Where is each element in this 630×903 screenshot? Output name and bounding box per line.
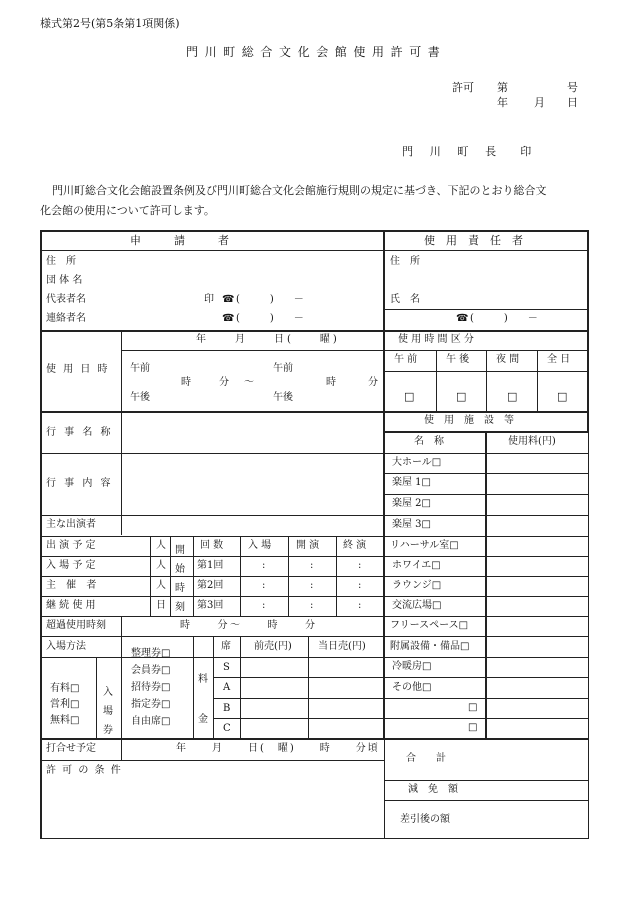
date-year: 年 [497, 96, 508, 109]
advance-price-col: 前売(円) [254, 641, 292, 652]
checkbox-night[interactable]: □ [507, 390, 518, 403]
facility-item[interactable]: フリースペース□ [390, 620, 469, 631]
start-am: 午前 [130, 363, 150, 374]
facility-item[interactable]: ホワイエ□ [392, 560, 441, 571]
permit-go: 号 [567, 81, 578, 94]
ticket-type[interactable]: 自由席□ [131, 716, 171, 727]
performer-label: 主な出演者 [46, 519, 96, 530]
usage-datetime-label: 使 用 日 時 [46, 364, 110, 375]
facilities-header: 使 用 施 設 等 [424, 415, 514, 426]
schedule-row-label: 主 催 者 [46, 580, 100, 591]
facility-item[interactable]: ラウンジ□ [392, 580, 442, 591]
checkbox-allday[interactable]: □ [557, 390, 568, 403]
facility-item[interactable]: 楽屋 3□ [392, 519, 431, 530]
end-am: 午前 [273, 363, 293, 374]
responsible-header: 使 用 責 任 者 [424, 234, 523, 247]
category-allday: 全 日 [547, 354, 571, 365]
unit-label: 日 [156, 600, 166, 611]
start-minute: 分 [219, 377, 229, 388]
facility-item[interactable]: リハーサル室□ [390, 540, 459, 551]
category-pm: 午 後 [446, 354, 470, 365]
event-content-label: 行 事 内 容 [46, 478, 114, 489]
time-colon: : [262, 580, 266, 591]
total-label: 合 計 [406, 753, 446, 764]
applicant-contact-label: 連絡者名 [46, 313, 86, 324]
unit-label: 人 [156, 580, 166, 591]
date-day: 日 [567, 96, 578, 109]
meeting-value: 年 月 日( 曜) 時 分頃 [176, 743, 380, 754]
session-label: 第1回 [197, 560, 224, 571]
facility-name-col: 名 称 [414, 436, 444, 447]
body-text-line1: 門川町総合文化会館設置条例及び門川町総合文化会館施行規則の規定に基づき、下記のとおり総合文 [52, 184, 547, 197]
form-number: 様式第2号(第5条第1項関係) [40, 17, 180, 30]
time-colon: : [310, 580, 314, 591]
facility-item[interactable]: □ [468, 722, 478, 733]
facility-item[interactable]: □ [468, 702, 478, 713]
page-title: 門川町総合文化会館使用許可書 [186, 45, 447, 59]
session-label: 第2回 [197, 580, 224, 591]
checkbox-am[interactable]: □ [404, 390, 415, 403]
seal-mark: 印 [204, 294, 214, 305]
seat-class: C [223, 723, 231, 734]
permit-label: 許可 [452, 81, 474, 94]
time-colon: : [262, 600, 266, 611]
col-close: 終 演 [343, 540, 367, 551]
applicant-group-label: 団 体 名 [46, 275, 83, 286]
facility-fee-col: 使用料(円) [508, 436, 556, 447]
net-amount-label: 差引後の額 [400, 814, 450, 825]
end-hour: 時 [326, 377, 336, 388]
schedule-row-label: 継 続 使 用 [46, 600, 96, 611]
col-open: 開 演 [296, 540, 320, 551]
applicant-address-label: 住 所 [46, 256, 76, 267]
col-count: 回 数 [200, 540, 224, 551]
start-hour: 時 [181, 377, 191, 388]
facility-item[interactable]: 附属設備・備品□ [390, 641, 470, 652]
usage-date-line: 年 月 日( 曜) [196, 334, 340, 345]
schedule-row-label: 入 場 予 定 [46, 560, 96, 571]
end-minute: 分 [368, 377, 378, 388]
end-pm: 午後 [273, 392, 293, 403]
ticket-type[interactable]: 整理券□ [131, 648, 171, 659]
unit-label: 人 [156, 540, 166, 551]
event-name-label: 行 事 名 称 [46, 427, 114, 438]
category-night: 夜 間 [496, 354, 520, 365]
time-tilde: 〜 [244, 377, 254, 388]
ticket-label: 入場券 [103, 687, 113, 736]
seat-class: B [223, 703, 231, 714]
time-colon: : [310, 560, 314, 571]
phone-icon: ☎ [456, 313, 469, 324]
responsible-address-label: 住 所 [390, 256, 420, 267]
phone-icon: ☎ [222, 294, 235, 305]
facility-item[interactable]: 交流広場□ [392, 600, 442, 611]
checkbox-pm[interactable]: □ [456, 390, 467, 403]
session-label: 第3回 [197, 600, 224, 611]
col-entry: 入 場 [248, 540, 272, 551]
responsible-name-label: 氏 名 [390, 294, 420, 305]
ticket-type[interactable]: 招待券□ [131, 682, 171, 693]
time-colon: : [358, 600, 362, 611]
date-month: 月 [534, 96, 545, 109]
unit-label: 人 [156, 560, 166, 571]
seat-class: S [223, 662, 230, 673]
ticket-type[interactable]: 会員券□ [131, 665, 171, 676]
time-category-label: 使 用 時 間 区 分 [398, 334, 474, 345]
paid-checkbox[interactable]: 有料□ [50, 683, 80, 694]
phone-icon: ☎ [222, 313, 235, 324]
start-time-label: 開始時刻 [175, 545, 185, 613]
admission-method-label: 入場方法 [46, 641, 86, 652]
schedule-row-label: 出 演 予 定 [46, 540, 96, 551]
conditions-label: 許 可 の 条 件 [46, 765, 123, 776]
seat-class: A [223, 682, 231, 693]
seat-col: 席 [221, 641, 231, 652]
applicant-header: 申 請 者 [130, 234, 229, 247]
responsible-phone: ( ) － [470, 313, 538, 324]
time-colon: : [262, 560, 266, 571]
facility-item[interactable]: 楽屋 2□ [392, 498, 431, 509]
meeting-label: 打合せ予定 [46, 743, 96, 754]
permit-dai: 第 [497, 81, 508, 94]
applicant-rep-label: 代表者名 [46, 294, 86, 305]
free-checkbox[interactable]: 無料□ [50, 715, 80, 726]
body-text-line2: 化会館の使用について許可します。 [40, 204, 215, 217]
facility-item[interactable]: 大ホール□ [392, 457, 442, 468]
rep-phone: ( ) － [236, 294, 304, 305]
exemption-label: 減 免 額 [408, 784, 458, 795]
time-colon: : [358, 580, 362, 591]
door-price-col: 当日売(円) [318, 641, 366, 652]
facility-item[interactable]: その他□ [392, 682, 432, 693]
category-am: 午 前 [394, 354, 418, 365]
issuer-seal: 門 川 町 長 印 [402, 145, 538, 158]
overtime-label: 超過使用時刻 [46, 620, 106, 631]
ticket-type[interactable]: 指定券□ [131, 699, 171, 710]
commercial-checkbox[interactable]: 営利□ [50, 699, 80, 710]
time-colon: : [310, 600, 314, 611]
facility-item[interactable]: 楽屋 1□ [392, 477, 431, 488]
fee-label: 料金 [198, 674, 208, 725]
overtime-value: 時 分〜 時 分 [180, 620, 318, 631]
contact-phone: ( ) － [236, 313, 304, 324]
start-pm: 午後 [130, 392, 150, 403]
time-colon: : [358, 560, 362, 571]
facility-item[interactable]: 冷暖房□ [392, 661, 432, 672]
